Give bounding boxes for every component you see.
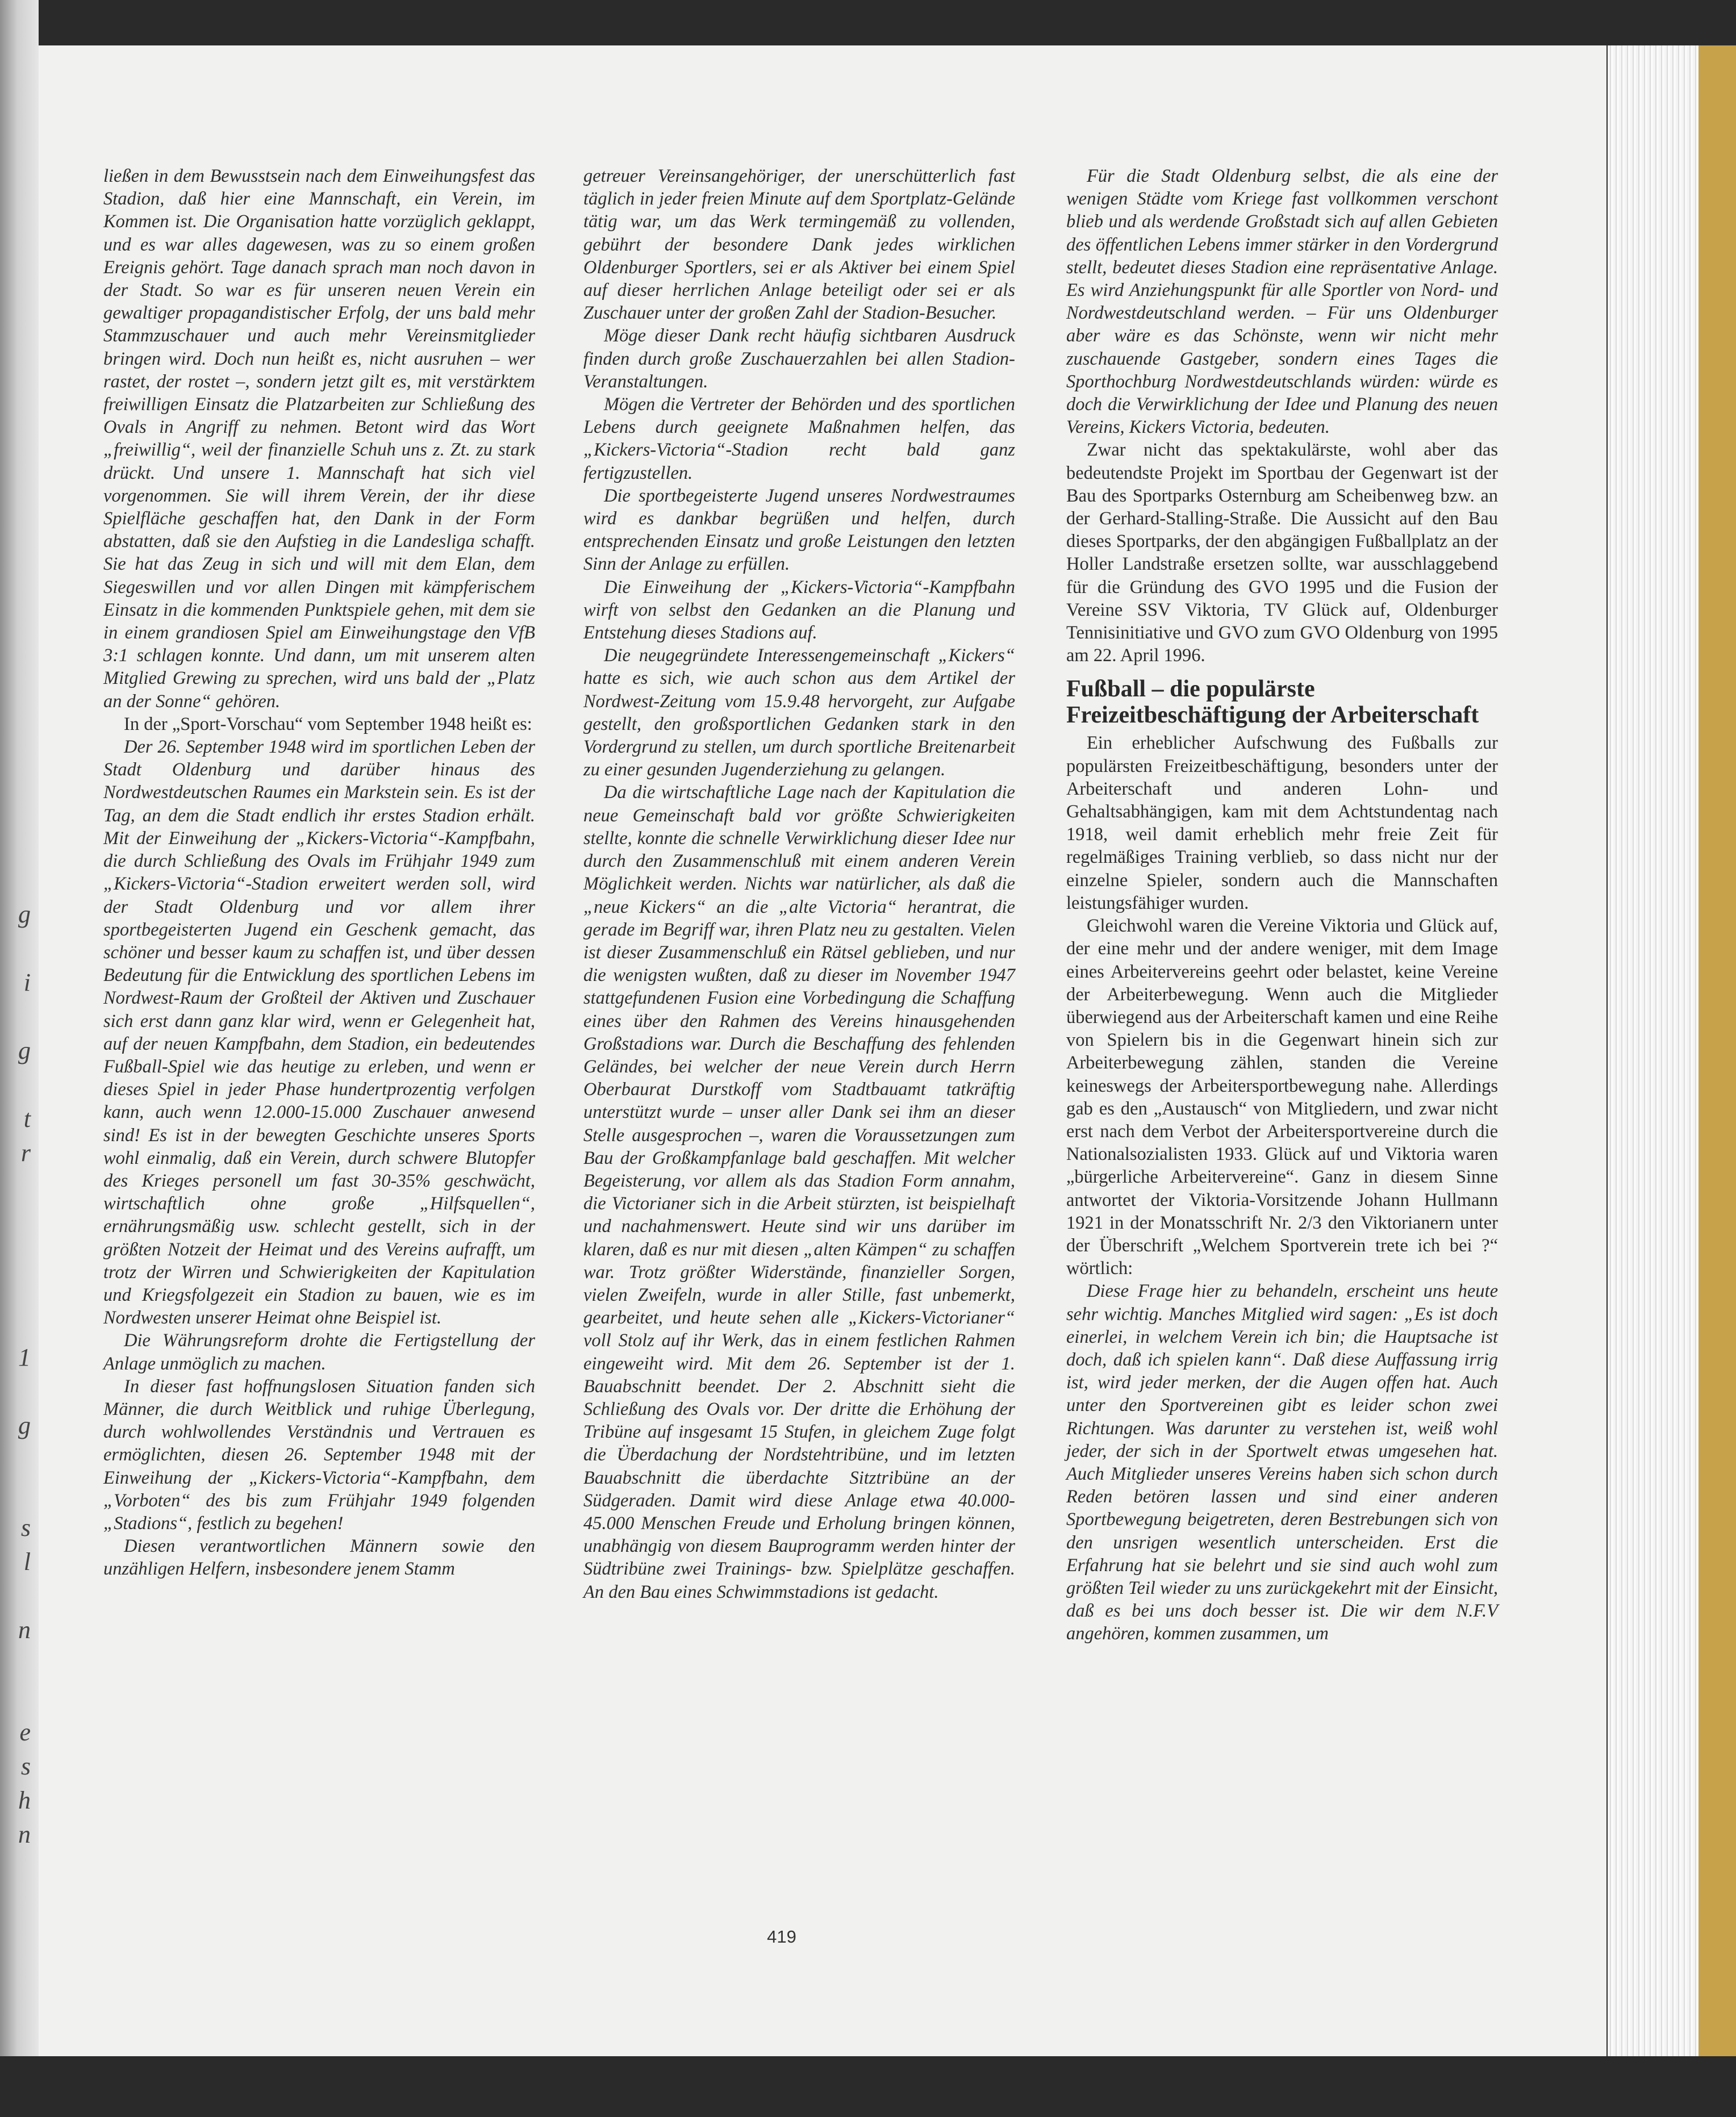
margin-fragment: g [18, 900, 31, 928]
paragraph: Für die Stadt Oldenburg selbst, die als eine der wenigen Städte vom Kriege fast vollkommen verschont blieb und als werdende Großstadt sich auf allen Gebieten des öffentlichen Lebens immer stärker in den Vordergrund stellt, bedeutet dieses Stadion eine repräsentative Anlage. Es wird Anziehungspunkt für alle Sportler von Nord- und Nordwestdeutschland werden. – Für uns Oldenburger aber wäre es das Schönste, wenn wir nicht mehr zuschauende Gastgeber, sondern eines Tages die Sporthochburg Nordwestdeutschlands würden: würde es doch die Verwirklichung der Idee und Planung des neuen Vereins, Kickers Victoria, bedeuten. [1066, 166, 1498, 438]
margin-fragment: i [23, 968, 31, 996]
margin-fragment: n [18, 1616, 31, 1644]
book-cover-edge [1699, 45, 1736, 2068]
paragraph: Der 26. September 1948 wird im sportlichen Leben der Stadt Oldenburg und darüber hinaus des Nordwestdeutschen Raumes ein Markstein sein. Es ist der Tag, an dem die Stadt endlich ihr erstes Stadion erhält. Mit der Einweihung der „Kickers-Victoria“-Kampfbahn, die durch Schließung des Ovals im Frühjahr 1949 zum „Kickers-Victoria“-Stadion erweitert werden soll, wird der Stadt Oldenburg und vor allem ihrer sportbegeisterten Jugend ein Geschenk gemacht, das schöner und besser kaum zu schaffen ist, und über dessen Bedeutung für die Entwicklung des sportlichen Lebens im Nordwest-Raum der Großteil der Aktiven und Zuschauer sich erst dann ganz klar wird, wenn er Gelegenheit hat, auf der neuen Kampfbahn, dem Stadion, ein bedeutendes Fußball-Spiel wie das heutige zu erleben, und wenn er dieses Spiel in jeder Phase hundertprozentig verfolgen kann, auch wenn 12.000-15.000 Zuschauer anwesend sind! Es ist in der bewegten Geschichte unseres Sports wohl einmalig, daß ein Verein, durch schwere Blutopfer des Krieges personell um fast 30-35% geschwächt, wirtschaftlich ohne große „Hilfsquellen“, ernährungsmäßig usw. schlecht gestellt, sich in der größten Notzeit der Heimat und des Vereins aufrafft, um trotz der Wirren und Schwierigkeiten der Kapitulation und Kriegsfolgezeit ein Stadion zu bauen, wie es im Nordwesten unserer Heimat ohne Beispiel ist. [103, 737, 535, 1329]
margin-fragment: 1 [18, 1343, 31, 1371]
paragraph: Möge dieser Dank recht häufig sichtbaren Ausdruck finden durch große Zuschauerzahlen bei allen Stadion-Veranstaltungen. [583, 325, 1015, 392]
column-2 [583, 165, 1015, 1604]
paragraph: Die Währungsreform drohte die Fertigstellung der Anlage unmöglich zu machen. [103, 1330, 535, 1374]
margin-fragment: g [18, 1412, 31, 1439]
margin-fragment [3, 1477, 31, 1511]
column-1 [103, 165, 535, 1581]
margin-fragment [3, 1238, 31, 1272]
margin-fragment: g [18, 1037, 31, 1064]
margin-fragment [3, 1272, 31, 1306]
margin-fragment [3, 1647, 31, 1681]
margin-fragment [3, 1170, 31, 1204]
scan-bottom-border [0, 2056, 1736, 2117]
page-number: 419 [767, 1927, 796, 1947]
margin-fragment [3, 1306, 31, 1341]
paragraph: Diese Frage hier zu behandeln, erscheint uns heute sehr wichtig. Manches Mitglied wird sagen: „Es ist doch einerlei, in welchem Verein ich bin; die Hauptsache ist doch, daß ich spielen kann“. Daß diese Auffassung irrig ist, wird jeder merken, der die Augen offen hat. Auch unter den Sportvereinen gibt es leider schon zwei Richtungen. Was darunter zu verstehen ist, weiß wohl jeder, der sich in der Sportwelt etwas umgesehen hat. Auch Mitglieder unseres Vereins haben sich schon durch Reden betören lassen und sind einer anderen Sportbewegung beigetreten, deren Bestrebungen sich von den unsrigen wesentlich unterscheiden. Erst die Erfahrung hat sie belehrt und sie sind auch wohl zum größten Teil wieder zu uns zurückgekehrt mit der Einsicht, daß es bei uns doch besser ist. Die wir dem N.F.V angehören, kommen zusammen, um [1066, 1281, 1498, 1644]
margin-fragment [3, 1579, 31, 1613]
section-heading: Fußball – die populärste Freizeitbeschäftigung der Arbeiterschaft [1066, 676, 1479, 729]
paragraph: Gleichwohl waren die Vereine Viktoria und Glück auf, der eine mehr und der andere weniger, mit dem Image eines Arbeitervereins geehrt oder belastet, keine Vereine der Arbeiterbewegung. Wenn auch die Mitglieder überwiegend aus der Arbeiterschaft kamen und eine Reihe von Spielern bis in die Gegenwart hinein sich zur Arbeiterbewegung zählen, standen die Vereine keineswegs der Arbeitersportbewegung nahe. Allerdings gab es den „Austausch“ von Mitgliedern, und zwar nicht erst nach dem Verbot der Arbeitersportvereine durch die Nationalsozialisten 1933. Glück auf und Viktoria waren „bürgerliche Arbeitervereine“. Ganz in diesem Sinne antwortet der Viktoria-Vorsitzende Johann Hullmann 1921 in der Monatsschrift Nr. 2/3 den Viktorianern unter der Überschrift „Welchem Sportverein trete ich bei ?“ wörtlich: [1066, 916, 1498, 1279]
margin-fragment: e [19, 1718, 31, 1746]
paragraph: Da die wirtschaftliche Lage nach der Kapitulation die neue Gemeinschaft bald vor größte Schwierigkeiten stellte, konnte die schnelle Verwirklichung dieser Idee nur durch den Zusammenschluß mit einem anderen Verein Möglichkeit werden. Nichts war natürlicher, als daß die „neue Kickers“ an die „alte Victoria“ herantrat, die gerade im Begriff war, ihren Platz neu zu gestalten. Vielen ist dieser Zusammenschluß ein Rätsel geblieben, und nur die wenigsten wußten, daß zu dieser im November 1947 stattgefundenen Fusion eine Vorbedingung die Schaffung eines über den Rahmen des Vereins hinausgehenden Großstadions war. Durch die Beschaffung des fehlenden Geländes, bei welcher der neue Verein durch Herrn Oberbaurat Durstkoff vom Stadtbauamt tatkräftig unterstützt wurde – unser aller Dank sei ihm an dieser Stelle ausgesprochen –, waren die Voraussetzungen zum Bau der Großkampfanlage bald geschaffen. Mit welcher Begeisterung, vor allem als das Stadion Form annahm, die Victorianer sich in die Arbeit stürzten, ist beispielhaft und nachahmenswert. Heute sind wir uns darüber im klaren, daß es nur mit diesen „alten Kämpen“ zu schaffen war. Trotz größter Widerstände, finanzieller Sorgen, vielen Zweifeln, wurde in aller Stille, fast unbemerkt, gearbeitet, und heute sehen alle „Kickers-Victorianer“ voll Stolz auf ihr Werk, das in einem festlichen Rahmen eingeweiht wird. Mit dem 26. September ist der 1. Bauabschnitt beendet. Der 2. Abschnitt sieht die Schließung des Ovals vor. Der dritte die Erhöhung der Tribüne auf insgesamt 15 Stufen, in gleichem Zuge folgt die Überdachung der Nordstehtribüne, und im letzten Bauabschnitt die überdachte Sitztribüne an der Südgeraden. Damit wird diese Anlage etwa 40.000-45.000 Menschen Freude und Erholung bringen können, unabhängig von diesem Bauprogramm werden hinter der Südtribüne zwei Trainings- bzw. Spielplätze geschaffen. An den Bau eines Schwimmstadions ist gedacht. [583, 782, 1015, 1602]
paragraph: Mögen die Vertreter der Behörden und des sportlichen Lebens durch geeignete Maßnahmen helfen, das „Kickers-Victoria“-Stadion recht bald ganz fertigzustellen. [583, 394, 1015, 483]
page-stack-edge [1608, 45, 1701, 2068]
margin-fragment [3, 1000, 31, 1034]
paragraph: Ein erheblicher Aufschwung des Fußballs zur populärsten Freizeitbeschäftigung, besonders unter der Arbeiterschaft und anderen Lohn- und Gehaltsabhängigen, kam mit dem Achtstundentag nach 1918, weil damit erheblich mehr freie Zeit für regelmäßiges Training verblieb, so dass nicht nur der einzelne Spieler, sondern auch die Mannschaften leistungsfähiger wurden. [1066, 733, 1498, 913]
paragraph: Die Einweihung der „Kickers-Victoria“-Kampfbahn wirft von selbst den Gedanken an die Planung und Entstehung dieses Stadions auf. [583, 577, 1015, 644]
paragraph: Diesen verantwortlichen Männern sowie den unzähligen Helfern, insbesondere jenem Stamm [103, 1536, 535, 1580]
paragraph: Die neugegründete Interessengemeinschaft „Kickers“ hatte es sich, wie auch schon aus dem Artikel der Nordwest-Zeitung vom 15.9.48 hervorgeht, zur Aufgabe gestellt, den großsportlichen Gedanken stark in den Vordergrund zu stellen, um durch sportliche Breitenarbeit zu einer gesunden Jugenderziehung zu gelangen. [583, 645, 1015, 780]
margin-fragment [3, 1375, 31, 1409]
facing-page-edge [0, 0, 39, 2117]
paragraph: Die sportbegeisterte Jugend unseres Nordwestraumes wird es dankbar begrüßen und helfen, durch entsprechenden Einsatz und große Leistungen den letzten Sinn der Anlage zu erfüllen. [583, 485, 1015, 575]
column-3 [1066, 165, 1498, 1646]
paragraph: Zwar nicht das spektakulärste, wohl aber das bedeutendste Projekt im Sportbau der Gegenwart ist der Bau des Sportparks Osternburg am Scheibenweg bzw. an der Gerhard-Stalling-Straße. Die Aussicht auf den Bau dieses Sportparks, der den abgängigen Fußballplatz an der Holler Landstraße ersetzen sollte, war ausschlaggebend für die Gründung des GVO 1995 und die Fusion der Vereine SSV Viktoria, TV Glück auf, Oldenburger Tennisinitiative und GVO zum GVO Oldenburg von 1995 am 22. April 1996. [1066, 440, 1498, 666]
margin-fragment: s [20, 1752, 31, 1780]
margin-fragment [3, 1681, 31, 1715]
scan-top-border [0, 0, 1736, 45]
paragraph: In der „Sport-Vorschau“ vom September 1948 heißt es: [124, 713, 532, 734]
margin-fragment: l [23, 1548, 31, 1576]
margin-fragment: s [20, 1514, 31, 1542]
margin-fragment: r [20, 1139, 31, 1167]
margin-fragment: t [23, 1105, 31, 1133]
paragraph: In dieser fast hoffnungslosen Situation fanden sich Männer, die durch Weitblick und ruhige Überlegung, durch wohlwollendes Verständnis und Vertrauen es ermöglichten, diesen 26. September 1948 mit der Einweihung der „Kickers-Victoria“-Kampfbahn, dem „Vorboten“ des bis zum Frühjahr 1949 folgenden „Stadions“, festlich zu begehen! [103, 1376, 535, 1534]
margin-fragment: h [18, 1786, 31, 1814]
paragraph: ließen in dem Bewusstsein nach dem Einweihungsfest das Stadion, daß hier eine Mannschaft, ein Verein, im Kommen ist. Die Organisation hatte vorzüglich geklappt, und es war alles dagewesen, was zu so einem großen Ereignis gehört. Tage danach sprach man noch davon in der Stadt. So war es für unseren neuen Verein ein gewaltiger propagandistischer Erfolg, der uns bald mehr Stammzuschauer und auch mehr Vereinsmitglieder bringen wird. Doch nun heißt es, nicht ausruhen – wer rastet, der rostet –, sondern jetzt gilt es, mit verstärktem freiwilligen Einsatz die Platzarbeiten zur Schließung des Ovals in Angriff zu nehmen. Betont wird das Wort „freiwillig“, weil der finanzielle Schuh uns z. Zt. zu stark drückt. Und unsere 1. Mannschaft hat sich viel vorgenommen. Sie will ihrem Verein, der ihr diese Spielfläche geschaffen hat, den Dank in der Form abstatten, daß sie den Aufstieg in die Landesliga schafft. Sie hat das Zeug in sich und will mit dem Elan, dem Siegeswillen und vor allen Dingen mit kämpferischem Einsatz in die kommenden Punktspiele gehen, mit dem sie in einem grandiosen Spiel am Einweihungstage den VfB 3:1 schlagen konnte. Und dann, um mit unserem alten Mitglied Grewing zu sprechen, wird uns bald der „Platz an der Sonne“ gehören. [103, 166, 535, 712]
margin-fragment: n [18, 1820, 31, 1848]
margin-fragment [3, 1204, 31, 1238]
margin-fragment [3, 1068, 31, 1102]
facing-page-fragments [3, 897, 31, 1852]
text-columns [64, 165, 1498, 1897]
margin-fragment [3, 932, 31, 966]
margin-fragment [3, 1443, 31, 1477]
paragraph: getreuer Vereinsangehöriger, der unerschütterlich fast täglich in jeder freien Minute auf dem Sportplatz-Gelände tätig war, um das Werk termingemäß zu vollenden, gebührt der besondere Dank jedes wirklichen Oldenburger Sportlers, sei er als Aktiver bei einem Spiel auf dieser herrlichen Anlage beteiligt oder sei er als Zuschauer unter der großen Zahl der Stadion-Besucher. [583, 166, 1015, 324]
